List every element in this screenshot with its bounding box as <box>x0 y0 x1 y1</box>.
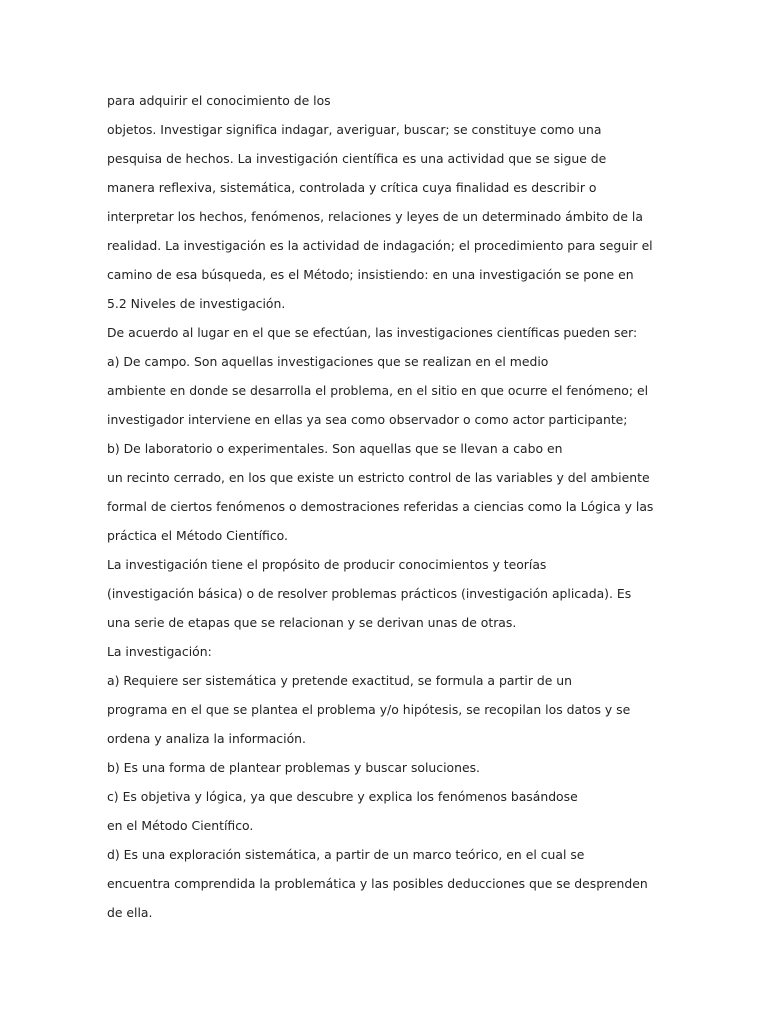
text-line: De acuerdo al lugar en el que se efectúan, las investigaciones científicas pueden ser: <box>107 325 638 340</box>
text-line: a) Requiere ser sistemática y pretende exactitud, se formula a partir de un <box>107 673 572 688</box>
text-line: ordena y analiza la información. <box>107 731 306 746</box>
text-line: de ella. <box>107 905 153 920</box>
text-line: La investigación: <box>107 644 212 659</box>
document-body <box>107 86 654 927</box>
text-line: objetos. Investigar significa indagar, averiguar, buscar; se constituye como una <box>107 122 602 137</box>
text-line: pesquisa de hechos. La investigación científica es una actividad que se sigue de <box>107 151 607 166</box>
section-heading: 5.2 Niveles de investigación. <box>107 296 286 311</box>
text-line: realidad. La investigación es la actividad de indagación; el procedimiento para seguir el <box>107 238 653 253</box>
text-line: ambiente en donde se desarrolla el problema, en el sitio en que ocurre el fenómeno; el <box>107 383 649 398</box>
text-line: manera reflexiva, sistemática, controlada y crítica cuya finalidad es describir o <box>107 180 597 195</box>
text-line: b) Es una forma de plantear problemas y buscar soluciones. <box>107 760 480 775</box>
text-line: La investigación tiene el propósito de producir conocimientos y teorías <box>107 557 547 572</box>
text-line: programa en el que se plantea el problema y/o hipótesis, se recopilan los datos y se <box>107 702 631 717</box>
text-line: (investigación básica) o de resolver problemas prácticos (investigación aplicada). Es <box>107 586 632 601</box>
text-line: d) Es una exploración sistemática, a partir de un marco teórico, en el cual se <box>107 847 585 862</box>
text-line: c) Es objetiva y lógica, ya que descubre y explica los fenómenos basándose <box>107 789 578 804</box>
text-line: una serie de etapas que se relacionan y se derivan unas de otras. <box>107 615 517 630</box>
text-line: a) De campo. Son aquellas investigaciones que se realizan en el medio <box>107 354 549 369</box>
text-line: para adquirir el conocimiento de los <box>107 93 331 108</box>
text-line: interpretar los hechos, fenómenos, relaciones y leyes de un determinado ámbito de la <box>107 209 643 224</box>
text-line: encuentra comprendida la problemática y las posibles deducciones que se desprenden <box>107 876 648 891</box>
text-line: formal de ciertos fenómenos o demostraciones referidas a ciencias como la Lógica y las <box>107 499 654 514</box>
text-line: práctica el Método Científico. <box>107 528 288 543</box>
text-line: b) De laboratorio o experimentales. Son aquellas que se llevan a cabo en <box>107 441 563 456</box>
text-line: camino de esa búsqueda, es el Método; insistiendo: en una investigación se pone en <box>107 267 634 282</box>
text-line: investigador interviene en ellas ya sea como observador o como actor participante; <box>107 412 628 427</box>
text-line: un recinto cerrado, en los que existe un estricto control de las variables y del ambiente <box>107 470 650 485</box>
text-line: en el Método Científico. <box>107 818 254 833</box>
